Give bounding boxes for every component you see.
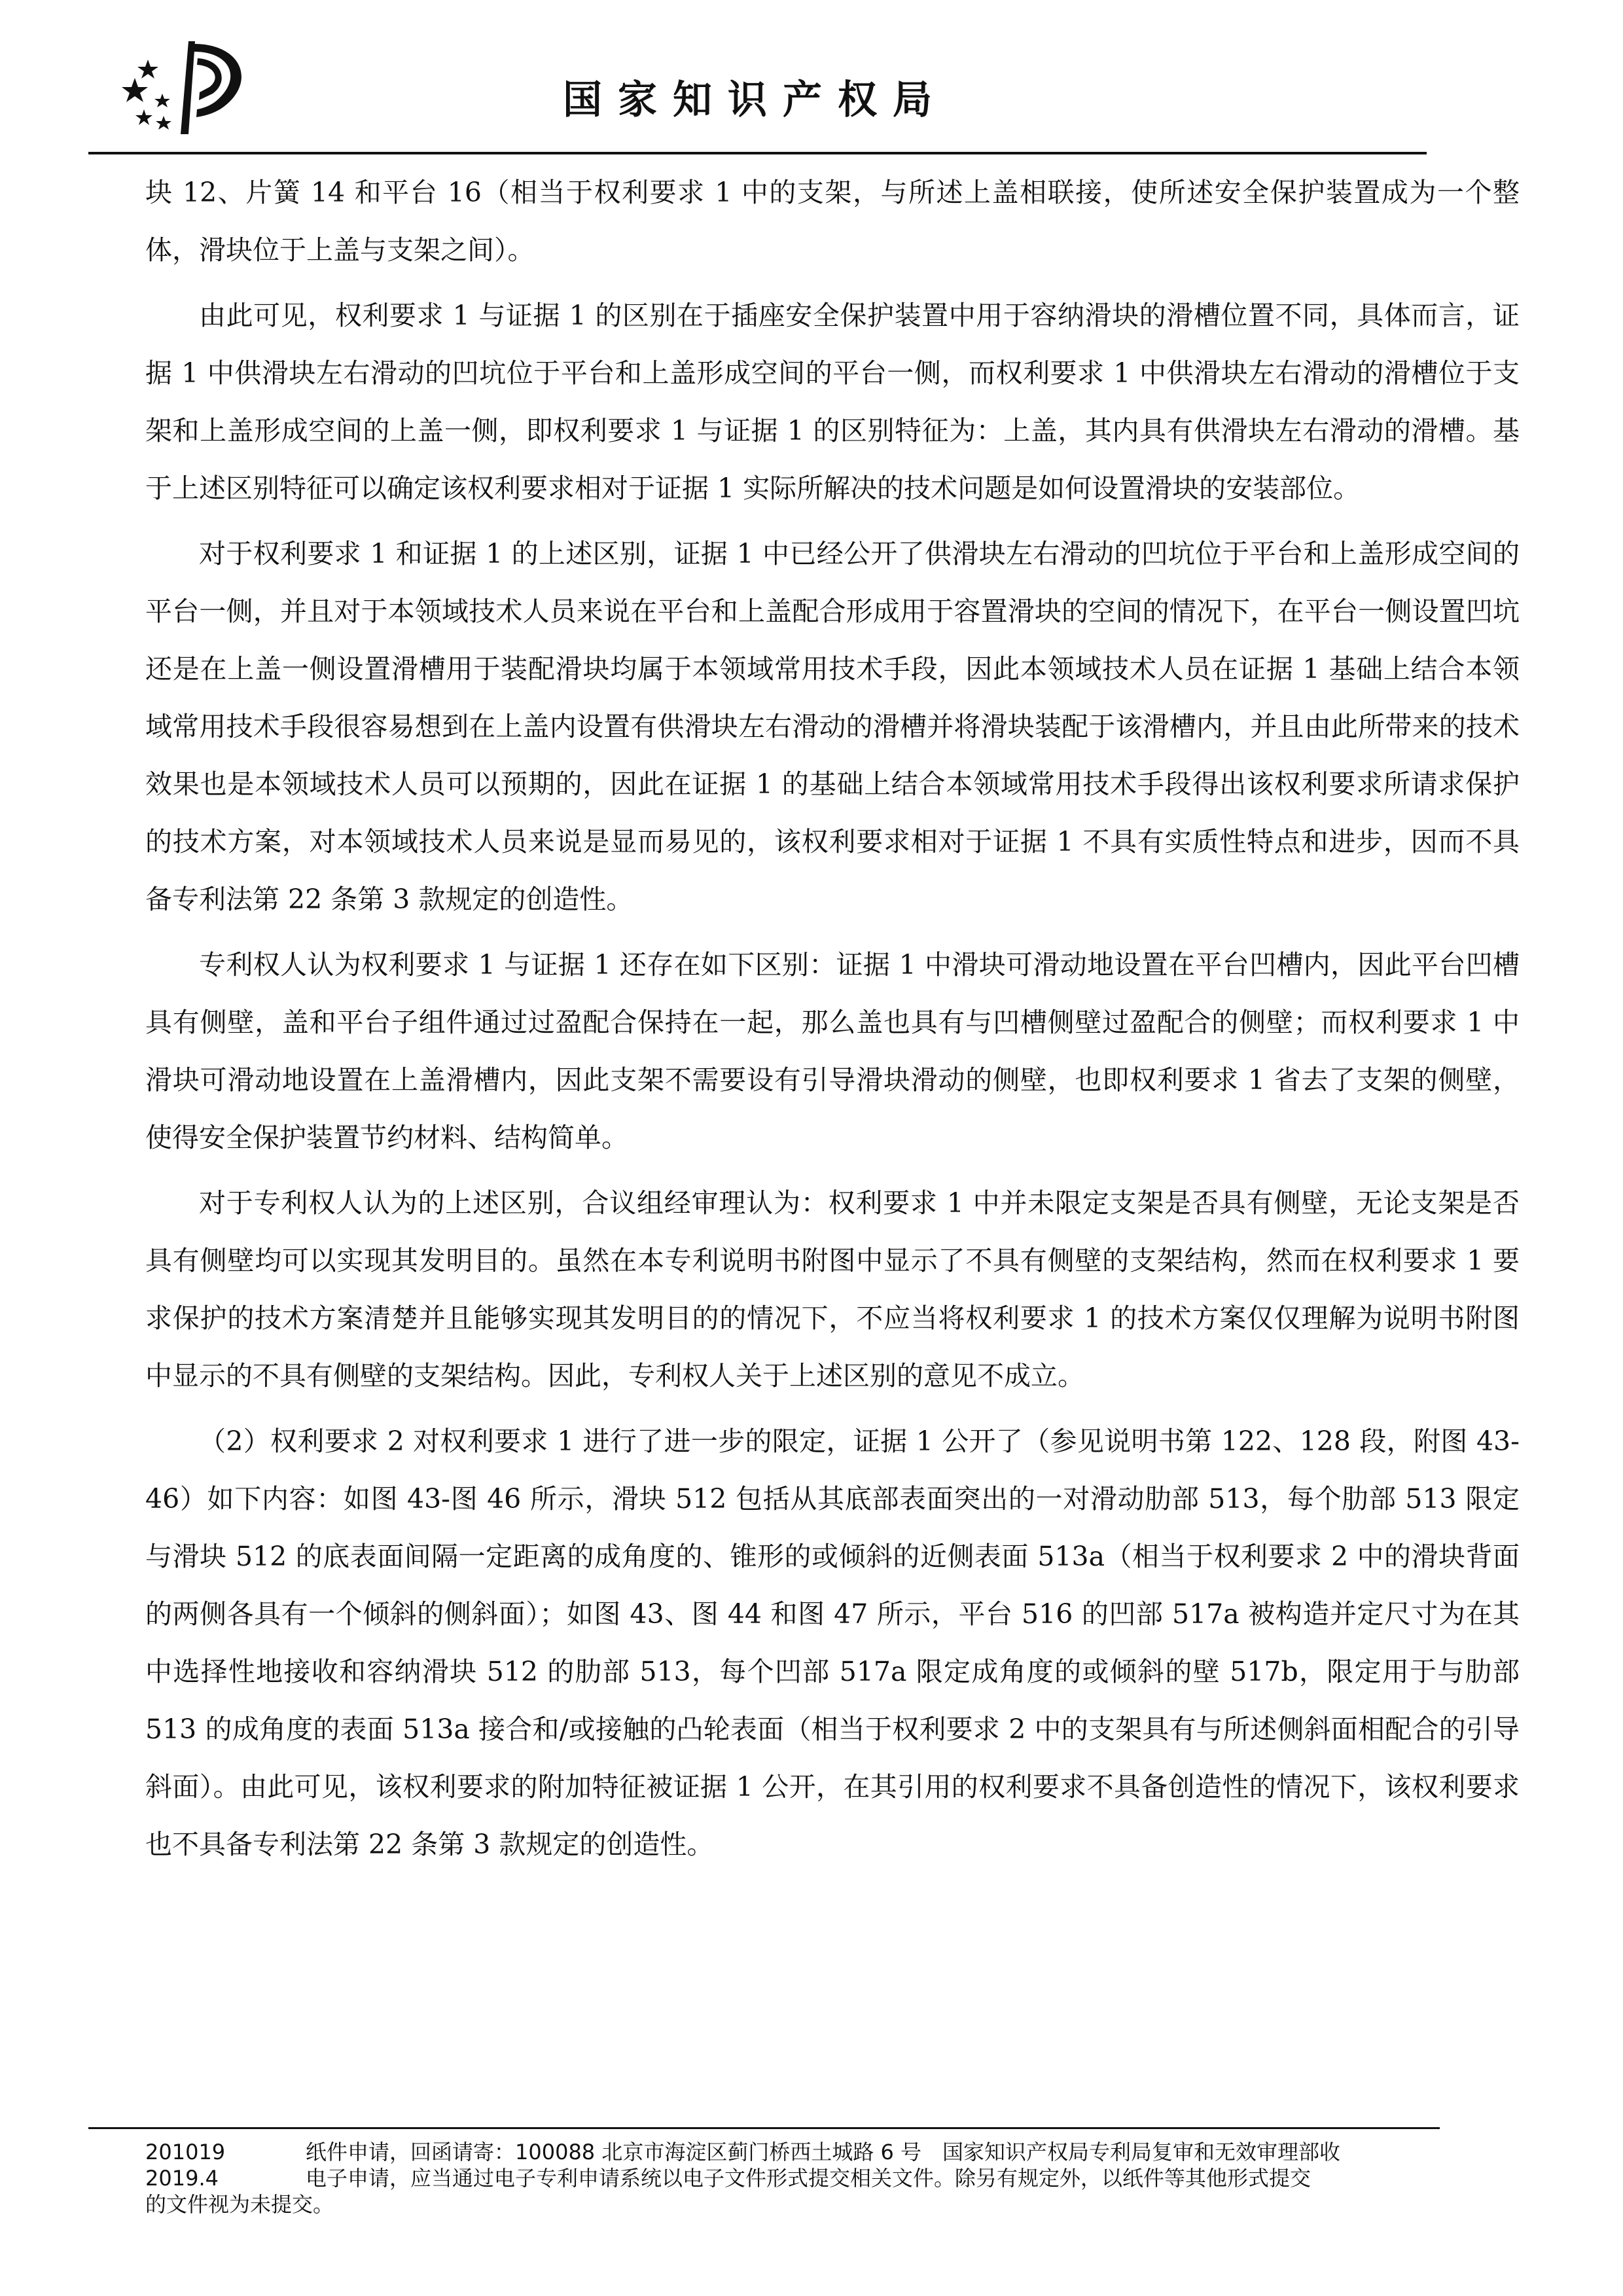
form-version: 2019.4 [145,2166,219,2191]
electronic-notice-continued: 的文件视为未提交。 [145,2192,334,2217]
body-paragraph: （2）权利要求 2 对权利要求 1 进行了进一步的限定，证据 1 公开了（参见说明书第 122、128 段，附图 43-46）如下内容：如图 43-图 46 所示，滑块 512 包括从其底部表面突出的一对滑动肋部 513，每个肋部 513 限定与滑块 512 的底表面间隔一定距离的成角度的、锥形的或倾斜的近侧表面 513a（相当于权利要求 2 中的滑块背面的两侧各具有一个倾斜的侧斜面）；如图 43、图 44 和图 47 所示，平台 516 的凹部 517a 被构造并定尺寸为在其中选择性地接收和容纳滑块 512 的肋部 513，每个凹部 517a 限定成角度的或倾斜的壁 517b，限定用于与肋部 513 的成角度的表面 513a 接合和/或接触的凸轮表面（相当于权利要求 2 中的支架具有与所述侧斜面相配合的引导斜面）。由此可见，该权利要求的附加特征被证据 1 公开，在其引用的权利要求不具备创造性的情况下，该权利要求也不具备专利法第 22 条第 3 款规定的创造性。 [145,1426,1520,1860]
office-title: 国家知识产权局 [563,77,948,123]
body-paragraph: 对于专利权人认为的上述区别，合议组经审理认为：权利要求 1 中并未限定支架是否具有侧壁，无论支架是否具有侧壁均可以实现其发明目的。虽然在本专利说明书附图中显示了不具有侧壁的支架结构，然而在权利要求 1 要求保护的技术方案清楚并且能够实现其发明目的的情况下，不应当将权利要求 1 的技术方案仅仅理解为说明书附图中显示的不具有侧壁的支架结构。因此，专利权人关于上述区别的意见不成立。 [145,1187,1520,1391]
star-shape [156,116,171,130]
body-paragraph: 由此可见，权利要求 1 与证据 1 的区别在于插座安全保护装置中用于容纳滑块的滑槽位置不同，具体而言，证据 1 中供滑块左右滑动的凹坑位于平台和上盖形成空间的平台一侧，而权利要求 1 中供滑块左右滑动的滑槽位于支架和上盖形成空间的上盖一侧，即权利要求 1 与证据 1 的区别特征为：上盖，其内具有供滑块左右滑动的滑槽。基于上述区别特征可以确定该权利要求相对于证据 1 实际所解决的技术问题是如何设置滑块的安装部位。 [145,300,1520,504]
footer-row [145,2139,1513,2165]
star-shape [135,109,152,125]
emblem-stroke [181,41,195,134]
body-paragraph: 专利权人认为权利要求 1 与证据 1 还存在如下区别：证据 1 中滑块可滑动地设置在平台凹槽内，因此平台凹槽具有侧壁，盖和平台子组件通过过盈配合保持在一起，那么盖也具有与凹槽侧壁过盈配合的侧壁；而权利要求 1 中滑块可滑动地设置在上盖滑槽内，因此支架不需要设有引导滑块滑动的侧壁，也即权利要求 1 省去了支架的侧壁，使得安全保护装置节约材料、结构简单。 [145,949,1520,1153]
footer-divider [88,2127,1440,2129]
header-divider [88,152,1427,154]
footer-row [145,2165,1513,2191]
star-shape [122,78,148,102]
body-paragraph: 对于权利要求 1 和证据 1 的上述区别，证据 1 中已经公开了供滑块左右滑动的凹坑位于平台和上盖形成空间的平台一侧，并且对于本领域技术人员来说在平台和上盖配合形成用于容置滑块的空间的情况下，在平台一侧设置凹坑还是在上盖一侧设置滑槽用于装配滑块均属于本领域常用技术手段，因此本领域技术人员在证据 1 基础上结合本领域常用技术手段很容易想到在上盖内设置有供滑块左右滑动的滑槽并将滑块装配于该滑槽内，并且由此所带来的技术效果也是本领域技术人员可以预期的，因此在证据 1 的基础上结合本领域常用技术手段得出该权利要求所请求保护的技术方案，对本领域技术人员来说是显而易见的，该权利要求相对于证据 1 不具有实质性特点和进步，因而不具备专利法第 22 条第 3 款规定的创造性。 [145,538,1520,915]
decision-body [145,164,1520,1881]
cnipa-emblem-icon [118,36,255,141]
star-shape [137,60,158,79]
mailing-notice: 纸件申请，回函请寄：100088 北京市海淀区蓟门桥西土城路 6 号 国家知识产权局专利局复审和无效审理部收 [306,2140,1341,2164]
page-footer [145,2139,1513,2217]
form-code: 201019 [145,2140,226,2164]
body-paragraph: 块 12、片簧 14 和平台 16（相当于权利要求 1 中的支架，与所述上盖相联接，使所述安全保护装置成为一个整体，滑块位于上盖与支架之间）。 [145,177,1520,266]
emblem-stroke [197,58,222,100]
star-shape [154,94,170,107]
electronic-notice: 电子申请，应当通过电子专利申请系统以电子文件形式提交相关文件。除另有规定外，以纸件等其他形式提交 [306,2166,1311,2191]
